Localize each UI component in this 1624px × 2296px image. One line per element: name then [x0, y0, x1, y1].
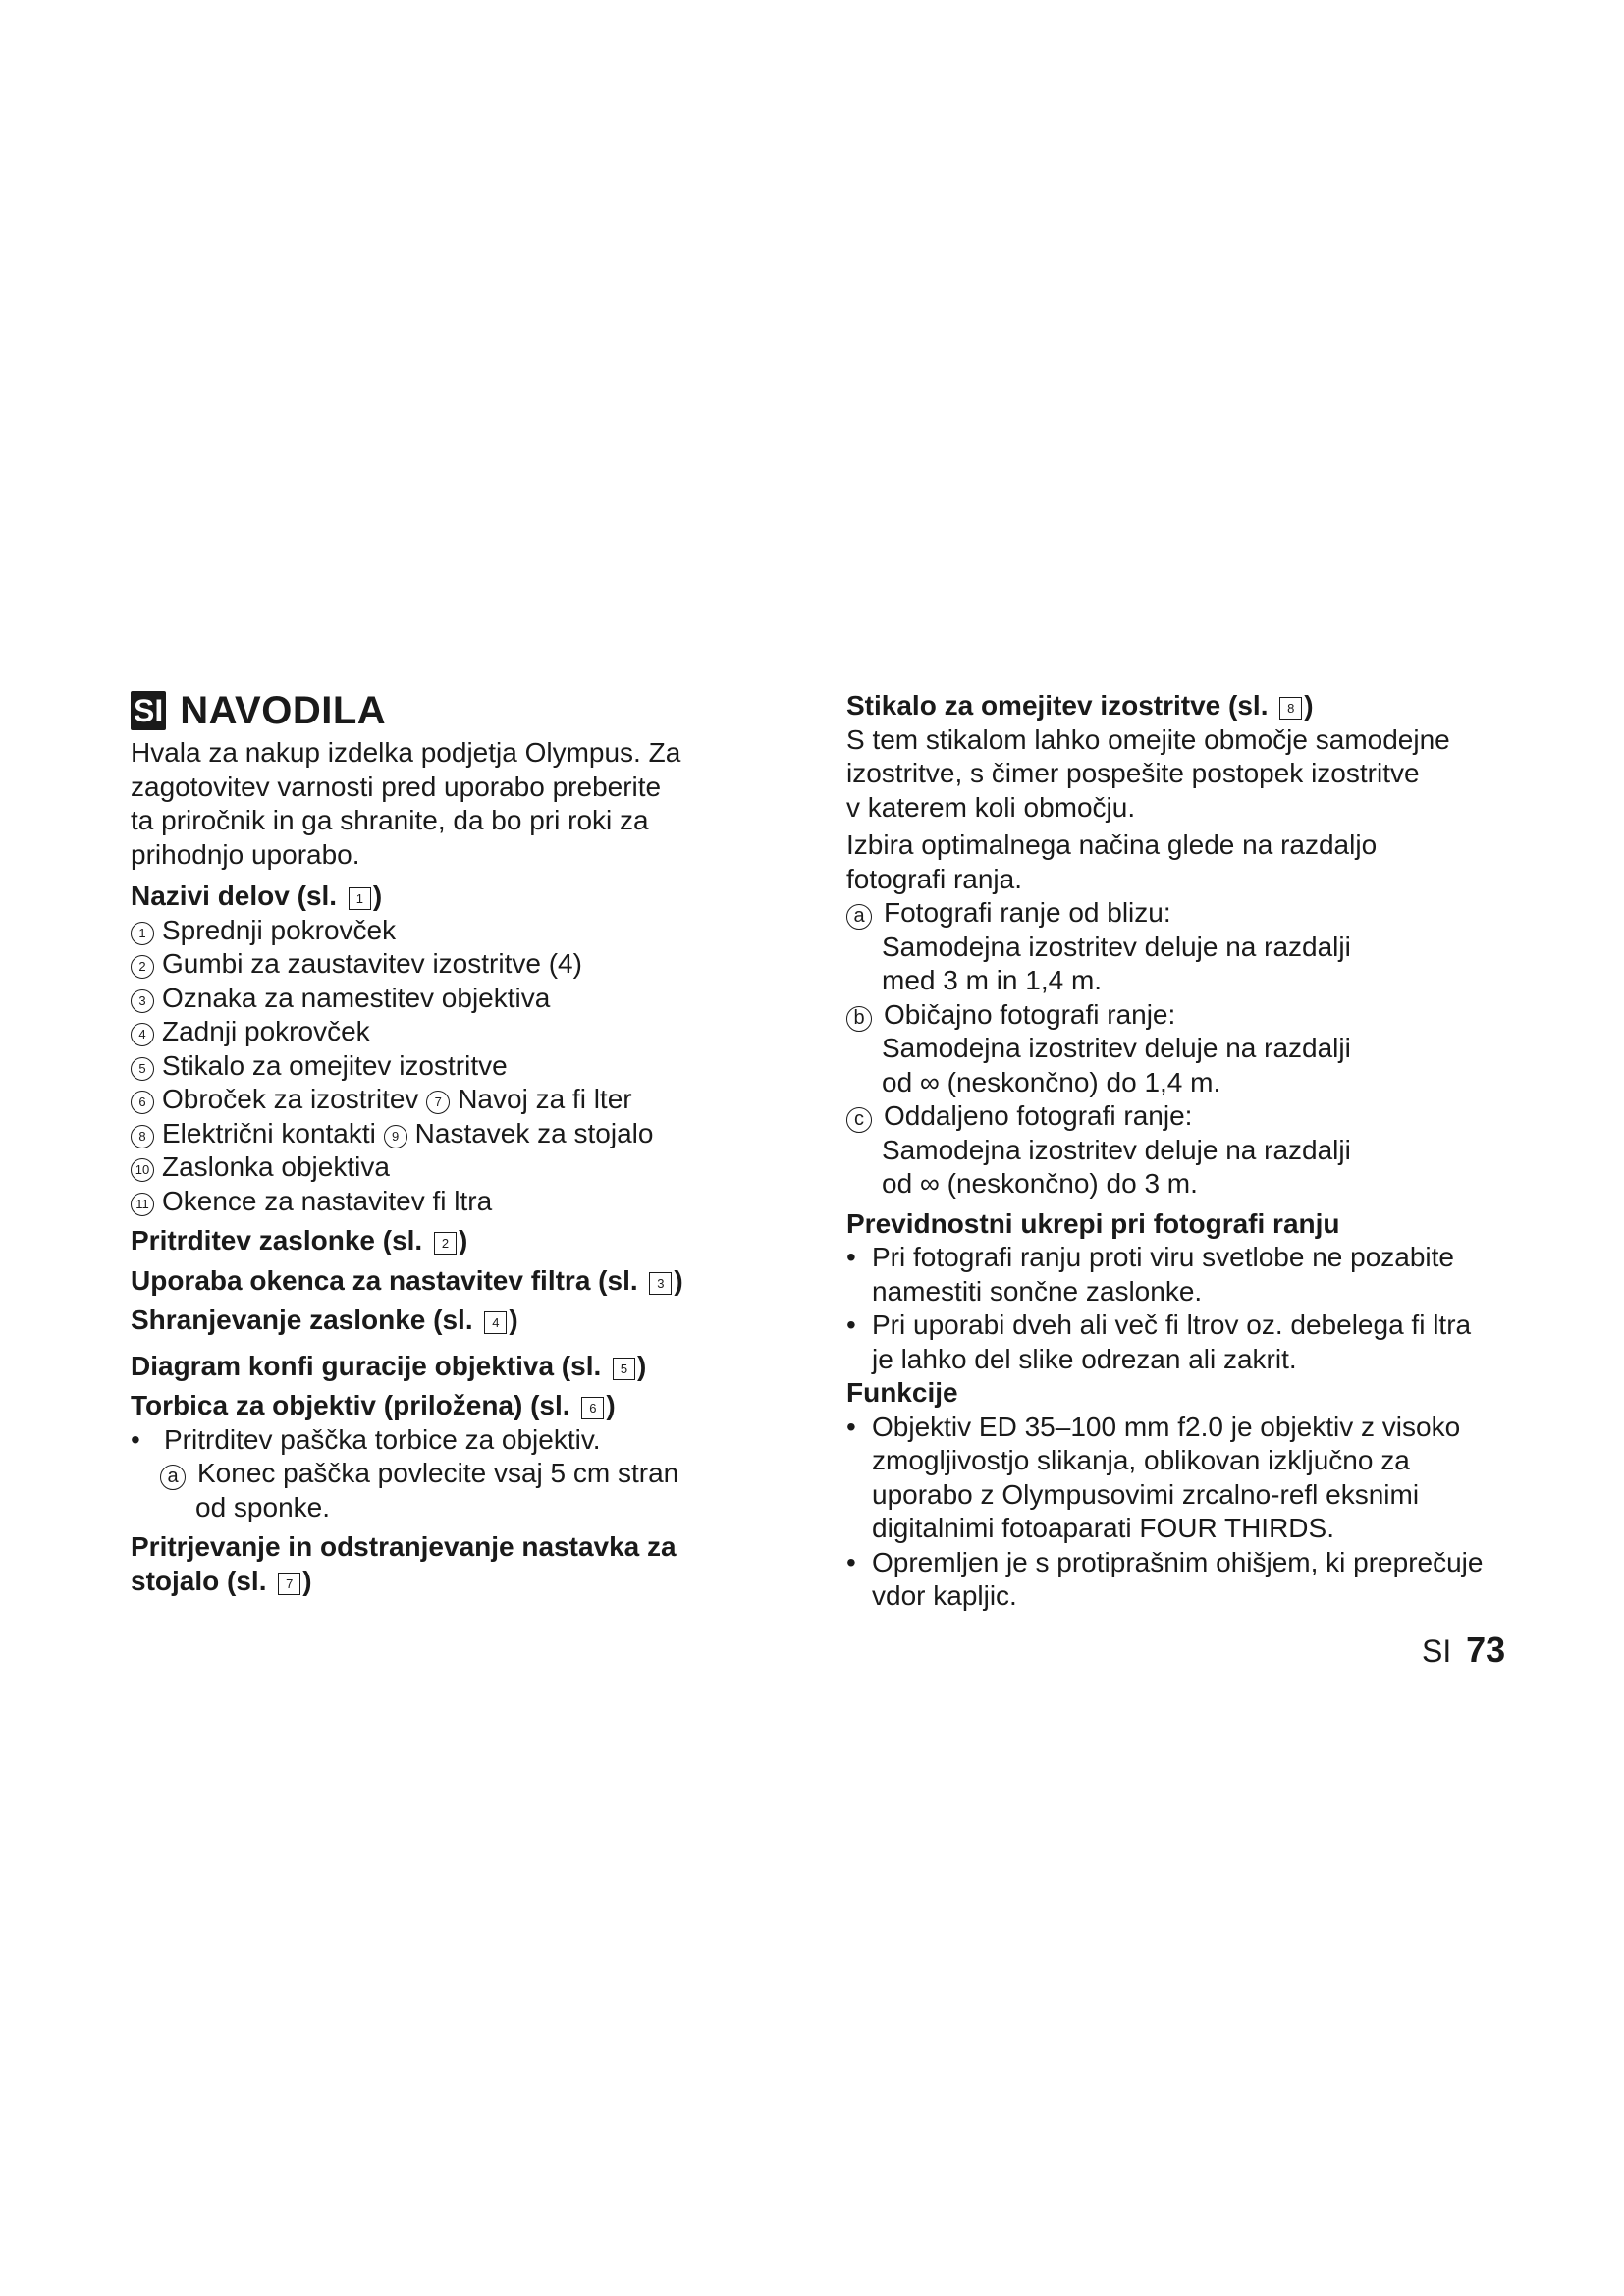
bullet-icon: •	[846, 1242, 856, 1272]
number-marker: 4	[131, 1023, 154, 1046]
page-number-value: 73	[1466, 1629, 1506, 1670]
sub-item-cont: od sponke.	[195, 1491, 330, 1522]
list-item	[131, 1049, 739, 1084]
heading-text: Uporaba okenca za nastavitev filtra (sl.	[131, 1264, 638, 1296]
intro-line: prihodnjo uporabo.	[131, 838, 360, 870]
mode-line: od ∞ (neskončno) do 3 m.	[882, 1168, 1198, 1199]
parts-heading: Nazivi delov (sl. 1 )	[131, 881, 383, 911]
figure-ref: 3	[649, 1272, 672, 1295]
list-item	[131, 1083, 739, 1117]
bullet-icon: •	[846, 1546, 856, 1577]
attach-heading: Pritrditev zaslonke (sl. 2 )	[131, 1225, 468, 1255]
case-heading: Torbica za objektiv (priložena) (sl. 6 )	[131, 1390, 616, 1420]
mode-title-text: Fotografi ranje od blizu:	[884, 897, 1171, 928]
letter-marker: a	[846, 904, 872, 930]
bullet-text: Pritrditev paščka torbice za objektiv.	[164, 1423, 601, 1455]
sub-item	[131, 1457, 739, 1491]
bullet-item	[846, 1411, 1524, 1445]
mode-line: med 3 m in 1,4 m.	[882, 965, 1103, 995]
store-heading: Shranjevanje zaslonke (sl. 4 )	[131, 1305, 518, 1335]
part-name: Stikalo za omejitev izostritve	[162, 1049, 508, 1081]
intro-line: Hvala za nakup izdelka podjetja Olympus. Za	[131, 737, 681, 768]
left-column	[131, 687, 739, 1598]
bullet-item	[846, 1241, 1524, 1275]
paragraph-line: S tem stikalom lahko omejite območje samodejne	[846, 723, 1450, 755]
heading-text: Nazivi delov (sl.	[131, 881, 338, 911]
heading-text: Pritrditev zaslonke (sl.	[131, 1225, 423, 1255]
functions-heading: Funkcije	[846, 1377, 958, 1408]
number-marker: 5	[131, 1057, 154, 1081]
bullet-cont: digitalnimi fotoaparati FOUR THIRDS.	[872, 1513, 1334, 1543]
sub-item-text: Konec paščka povlecite vsaj 5 cm stran	[197, 1458, 679, 1488]
figure-ref: 6	[581, 1397, 604, 1419]
bullet-icon: •	[131, 1423, 140, 1455]
number-marker: 9	[384, 1125, 407, 1148]
bullet-cont: je lahko del slike odrezan ali zakrit.	[872, 1343, 1297, 1374]
tripod-heading-cont: stojalo (sl. 7 )	[131, 1565, 312, 1596]
mode-line: Samodejna izostritev deluje na razdalji	[882, 1134, 1351, 1165]
tripod-heading: Pritrjevanje in odstranjevanje nastavka za	[131, 1531, 677, 1562]
part-name: Gumbi za zaustavitev izostritve (4)	[162, 948, 582, 979]
paragraph-line: fotografi ranja.	[846, 863, 1022, 894]
part-name: Okence za nastavitev fi ltra	[162, 1185, 493, 1216]
right-column	[846, 687, 1524, 1614]
section-title	[131, 687, 739, 734]
functions-list	[846, 1411, 1524, 1614]
figure-ref: 2	[434, 1232, 457, 1255]
bullet-icon: •	[846, 1411, 856, 1442]
bullet-cont: vdor kapljic.	[872, 1580, 1017, 1611]
list-item	[131, 1015, 739, 1049]
figure-ref: 8	[1279, 697, 1302, 720]
mode-title	[846, 896, 1524, 931]
switch-paragraph	[846, 723, 1524, 897]
mode-line: Samodejna izostritev deluje na razdalji	[882, 1033, 1351, 1063]
part-name: Zadnji pokrovček	[162, 1016, 370, 1046]
precautions-list	[846, 1241, 1524, 1376]
heading-text: Stikalo za omejitev izostritve (sl.	[846, 690, 1269, 721]
letter-marker: a	[160, 1465, 186, 1490]
intro-paragraph	[131, 736, 739, 872]
heading-text: Diagram konfi guracije objektiva (sl.	[131, 1350, 602, 1381]
figure-ref: 5	[613, 1358, 635, 1380]
switch-heading: Stikalo za omejitev izostritve (sl. 8 )	[846, 690, 1314, 721]
list-item	[131, 982, 739, 1016]
heading-text: stojalo (sl.	[131, 1565, 267, 1596]
figure-ref: 7	[278, 1573, 300, 1595]
list-item	[131, 914, 739, 948]
number-marker: 8	[131, 1125, 154, 1148]
mode-line: od ∞ (neskončno) do 1,4 m.	[882, 1066, 1221, 1097]
part-name: Obroček za izostritev	[162, 1084, 419, 1114]
bullet-text: Pri uporabi dveh ali več fi ltrov oz. debelega fi ltra	[872, 1309, 1472, 1340]
mode-title-text: Običajno fotografi ranje:	[884, 998, 1176, 1030]
bullet-text: Pri fotografi ranju proti viru svetlobe ne pozabite	[872, 1242, 1454, 1272]
diagram-heading: Diagram konfi guracije objektiva (sl. 5 )	[131, 1350, 647, 1381]
letter-marker: c	[846, 1107, 872, 1133]
bullet-cont: namestiti sončne zaslonke.	[872, 1275, 1203, 1307]
paragraph-line: izostritve, s čimer pospešite postopek izostritve	[846, 758, 1420, 788]
list-item	[131, 1185, 739, 1219]
mode-list	[846, 896, 1524, 1201]
bullet-text: Opremljen je s protiprašnim ohišjem, ki preprečuje	[872, 1546, 1484, 1577]
part-name: Nastavek za stojalo	[414, 1117, 654, 1148]
mode-line: Samodejna izostritev deluje na razdalji	[882, 931, 1351, 962]
number-marker: 3	[131, 989, 154, 1013]
bullet-icon: •	[846, 1309, 856, 1340]
part-name: Navoj za fi lter	[458, 1084, 632, 1114]
list-item	[131, 947, 739, 982]
paragraph-line: Izbira optimalnega načina glede na razdaljo	[846, 829, 1378, 860]
list-item	[131, 1117, 739, 1151]
number-marker: 7	[426, 1091, 450, 1114]
bullet-item	[846, 1308, 1524, 1343]
page-title: NAVODILA	[180, 688, 387, 732]
number-marker: 11	[131, 1193, 154, 1216]
heading-text: Shranjevanje zaslonke (sl.	[131, 1305, 473, 1335]
paragraph-line: v katerem koli območju.	[846, 791, 1136, 823]
intro-line: ta priročnik in ga shranite, da bo pri roki za	[131, 805, 649, 835]
figure-ref: 1	[349, 887, 371, 910]
number-marker: 1	[131, 922, 154, 945]
intro-line: zagotovitev varnosti pred uporabo preberite	[131, 771, 662, 802]
heading-text: Torbica za objektiv (priložena) (sl.	[131, 1390, 570, 1420]
bullet-cont: zmogljivostjo slikanja, oblikovan izključno za	[872, 1445, 1410, 1475]
list-item	[131, 1150, 739, 1185]
part-name: Sprednji pokrovček	[162, 914, 397, 945]
filter-heading: Uporaba okenca za nastavitev filtra (sl. 3 )	[131, 1264, 683, 1296]
part-name: Oznaka za namestitev objektiva	[162, 982, 551, 1013]
bullet-item	[131, 1423, 739, 1458]
figure-ref: 4	[484, 1311, 507, 1334]
mode-title-text: Oddaljeno fotografi ranje:	[884, 1100, 1193, 1131]
number-marker: 6	[131, 1091, 154, 1114]
parts-list	[131, 914, 739, 1219]
letter-marker: b	[846, 1006, 872, 1032]
part-name: Zaslonka objektiva	[162, 1151, 390, 1182]
number-marker: 10	[131, 1158, 154, 1182]
page-number	[1422, 1629, 1505, 1671]
bullet-text: Objektiv ED 35–100 mm f2.0 je objektiv z visoko	[872, 1411, 1461, 1442]
precautions-heading: Previdnostni ukrepi pri fotografi ranju	[846, 1207, 1340, 1239]
part-name: Električni kontakti	[162, 1117, 376, 1148]
mode-title	[846, 998, 1524, 1033]
bullet-cont: uporabo z Olympusovimi zrcalno-refl eksnimi	[872, 1478, 1420, 1510]
page-lang: SI	[1422, 1633, 1452, 1669]
number-marker: 2	[131, 955, 154, 979]
bullet-item	[846, 1546, 1524, 1580]
mode-title	[846, 1099, 1524, 1134]
language-badge: SI	[131, 691, 166, 730]
